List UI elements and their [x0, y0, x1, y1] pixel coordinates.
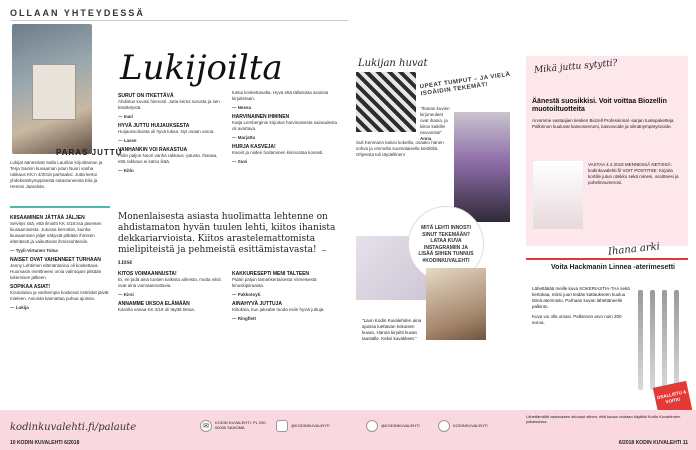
magazine-cover-photo	[32, 64, 76, 120]
instagram-handle: @KODINKUVALEHTI	[291, 423, 330, 428]
letter-signature: — Inari	[118, 114, 134, 119]
letter-signature: — Lasse	[118, 138, 137, 143]
letter-heading: KITOS VOIMAANNUSTA!	[118, 271, 177, 277]
letter-text: Kasvit ja niiden hoitaminen kiinnostaa kovasti.	[232, 150, 324, 155]
instagram-icon	[276, 420, 288, 432]
photo-caption	[356, 140, 450, 158]
youtube-icon	[438, 420, 450, 432]
middle-column-1	[118, 90, 226, 177]
letter-text: Ei, en pidä aina tuntien kaikista aiheista, mutta vitsit ovat aina voimaannuttavia.	[118, 277, 221, 288]
instagram-callout: MITÄ LEHTI INNOSTI SINUT TEKEMÄÄN? LATAA KUVA INSTAGRAMIIN JA LISÄÄ SIIHEN TUNNUS #KODINKUVALEHTI	[408, 206, 484, 282]
mika-juttu-title: Mikä juttu sytytti?	[533, 58, 618, 76]
bottom-column-2	[232, 268, 340, 325]
letter-heading: HARVINAINEN IHMINEN	[232, 114, 290, 120]
paras-juttu-label: PARAS JUTTU	[56, 148, 123, 157]
caption-text: Suli Kenmann kalusi kokeilla, osaako hänen sohva ja ommella suomalaisella keittiöllä. Ohjeesta tuli täydellinen!	[356, 140, 444, 157]
letter-text: Jenny Lehtimen elämäntarina oli koskettava. Huomasin miettineeni omia valintojani pitkään lukemisen jälkeen.	[10, 263, 102, 280]
letter-signature: — Ringflett	[232, 316, 256, 321]
letter-signature: — Marjatta	[232, 135, 256, 140]
letter-heading: HYVÄ JUTTU HUIJAUKSESTA	[118, 123, 190, 129]
biozell-products-photo	[532, 160, 584, 230]
section-tag: OLLAAN YHTEYDESSÄ	[10, 8, 145, 18]
letter-text: Kiitoksia, kun jaksatte tuoda esiin hyviä juttuja.	[232, 307, 325, 312]
paras-juttu-text: Lukijat äänestivät Salla Laurilan kirjoittaman ja Terja Saimin kuvaaman jutun Nuori vanha rakkaus KK:n 4/2018 parhaaksi. Jutta kertoi yhdeksänkymppisestä rakastuneesta Eila ja Hemmi Jaaralsta.	[10, 160, 103, 189]
pull-quote-text: Monenlaisesta asiasta huolimatta lehtenne on ahdistamaton hyvän tuulen lehti, kiitos ihanista dekkariarvioista. Kiitos arastelemattomista mielipiteistä ja pehmeistä esittämistavasta!	[118, 212, 336, 255]
photo-vases	[454, 112, 510, 222]
lukijan-huvat-title: Lukijan huvat	[358, 58, 428, 69]
letter-heading: ANNAMME UKSOA ELÄMÄÄN	[118, 301, 190, 307]
vote-heading: Äänestä suosikkisi. Voit voittaa Biozellin muotoiltuotteita	[532, 98, 667, 113]
left-column	[10, 212, 110, 314]
photo-dog	[426, 268, 486, 340]
photo-knitted-mittens	[356, 72, 416, 132]
letter-text: Ahdistus kuvasi hienosti. Jutta kertoi surusta ja sen käsittelystä.	[118, 99, 220, 110]
letter-text: Huijaussoitoista oli hyvä lukea. Nyt osaan varoa.	[118, 129, 215, 134]
accent-bar	[10, 206, 110, 208]
letter-heading: SURUT ON ITKETTÄVÄ	[118, 93, 174, 99]
letter-signature: — Pakkotoyti	[232, 292, 261, 297]
letter-text: Katja Lemberginin kirjoitus harvinaisesta sairaudesta oli avartava.	[232, 120, 338, 131]
letter-heading: AINAHYVÄ JUTTUJA	[232, 301, 283, 307]
photo-nuori-vanha-rakkaus	[12, 24, 92, 154]
letter-text: Pidin paljon Nuori vanha rakkaus -jutusta. Ihanaa, että rakkaus ei katso ikää.	[118, 153, 218, 164]
twitter-handle: @KODINKUVALEHTI	[381, 423, 420, 428]
ihana-arki-title: Ihana arki	[607, 241, 661, 258]
vote-instructions: VASTAA 4.4.2018 MENNESSÄ NETISSÄ: kodinkuvalehti.fi/ VOIT POSTITSE: Kirjoita kortille jutun otsikko sekä nimesi, osoitteesi ja puhelinnumerosi.	[588, 162, 679, 185]
letter-heading: KIISAAMINEN JÄTTÄÄ JÄLJEN	[10, 215, 85, 221]
upeat-tumput-heading: UPEAT TUMPUT – JA VIELÄ ISOÄIDIN TEKEMÄT!	[419, 71, 511, 98]
postal-address: KODIN KUVALEHTI, PL 200, 00040 SANOMA	[215, 420, 267, 430]
right-page	[348, 0, 696, 450]
letter-heading: SOPIKAA ASIAT!	[10, 284, 51, 290]
page-number-left: 10 KODIN KUVALEHTI 6/2018	[10, 440, 80, 446]
letter-heading: NAISET OVAT VAHENNEET TURHAAN	[10, 257, 101, 263]
reader-quote: "Ihanan kuvien kirjoneuleet ovat ihania, ja kiitos kaikille neuvoista!"	[420, 106, 450, 135]
osallistu-badge: OSALLISTU & VOITA!	[653, 381, 693, 421]
vote-text: Arvomme vastaajien kesken Biozell Professional -sarjan tuotepaketteja. Palkinnon kuuluvat kasvoseerumi, kasvovoide ja silmänympärysvoide.	[532, 118, 675, 129]
letter-signature: — Kirsi	[118, 292, 134, 297]
bottom-column-1	[118, 268, 226, 316]
contest-text	[532, 286, 632, 326]
feedback-url[interactable]: kodinkuvalehti.fi/palaute	[10, 422, 137, 433]
contest-heading: Voita Hackmanin Linnea -aterimesetti	[551, 264, 675, 271]
spoon-icon	[662, 290, 667, 390]
header-rule	[10, 20, 348, 21]
twitter-icon	[366, 420, 378, 432]
fork-icon	[638, 290, 643, 390]
youtube-handle: KODINKUVALEHTI	[453, 423, 488, 428]
page-number-right: 6/2018 KODIN KUVALEHTI 11	[618, 440, 688, 446]
letter-signature: — Tyyli-Virtanen Tolsa	[10, 248, 58, 253]
letter-text: tuntui koskettavalta. Hyvä että tällaisista asioista kirjoitetaan.	[232, 90, 329, 101]
contest-paragraph: Lähettäkää meille kuva SOKERIASTIA-TAA sekä kertokaa, miksi juuri teidän kattaukseen kuuluu tämä aterimisto. Parhaan kuvan lähettäneelle palkinto.	[532, 286, 630, 309]
letter-signature: — Kitin	[118, 168, 134, 173]
letter-heading: KAKKURESEPTI MENI TALTEEN	[232, 271, 310, 277]
mail-icon: ✉	[200, 420, 212, 432]
letter-signature: — Nessa	[232, 105, 252, 110]
teaspoon-icon	[674, 290, 679, 390]
middle-column-2	[232, 90, 340, 168]
letter-text: Selvitys sitä, että ilmoitti KK 4/18:ssa jäsenten kiusaamisesta. Jutussa kerrottiin, kuinka kiusaamisen jäljet näkyvät pitkään ihmisen elämässä ja vaikuttavat ihmissuhteisiin.	[10, 221, 102, 244]
footer-fineprint: Lähettämällä vastauksen sitoudut siihen, että kuvaa voidaan käyttää Kodin Kuvalehden julkaisuissa.	[526, 414, 681, 424]
reader-story: "Laon Kodin Kuvalehden aina ajoissa luettavan kokoisen kuvan, Hanna kirjoitti kuvan taustalle. Keksi kuvakkeet."	[362, 318, 422, 341]
letter-signature: — Suvi	[232, 159, 248, 164]
pull-quote-signature: — LIISI	[118, 248, 327, 266]
footer-right	[348, 410, 696, 450]
page-title: Lukijoilta	[120, 48, 283, 88]
letter-signature: — Lukija	[10, 305, 29, 310]
cutlery-photo	[634, 290, 682, 390]
letter-heading: HURJA KASVEJA!	[232, 144, 276, 150]
letter-text: Pidän paljon tämänkertaisesta Viimeisestä kinuskipiiraasta.	[232, 277, 317, 288]
reader-name: Anna	[420, 136, 432, 141]
quote-column	[420, 106, 452, 142]
letter-heading: VANHANKIN VOI RAKASTUA	[118, 147, 188, 153]
letter-text: Koululaisia ja vanhempia koskevat ristiriidat jäivät mieleen. Asioista kannattaa puhua ajoissa.	[10, 290, 109, 301]
letter-text: Kanslia vanaa KK 4/18 oli täyttä tietoa.	[118, 307, 196, 312]
pull-quote	[118, 212, 340, 269]
contest-paragraph: Kuva voi olla omasi. Palkinnon arvo noin 200 euroa.	[532, 314, 622, 325]
knife-icon	[650, 290, 655, 390]
footer-left	[0, 410, 348, 450]
